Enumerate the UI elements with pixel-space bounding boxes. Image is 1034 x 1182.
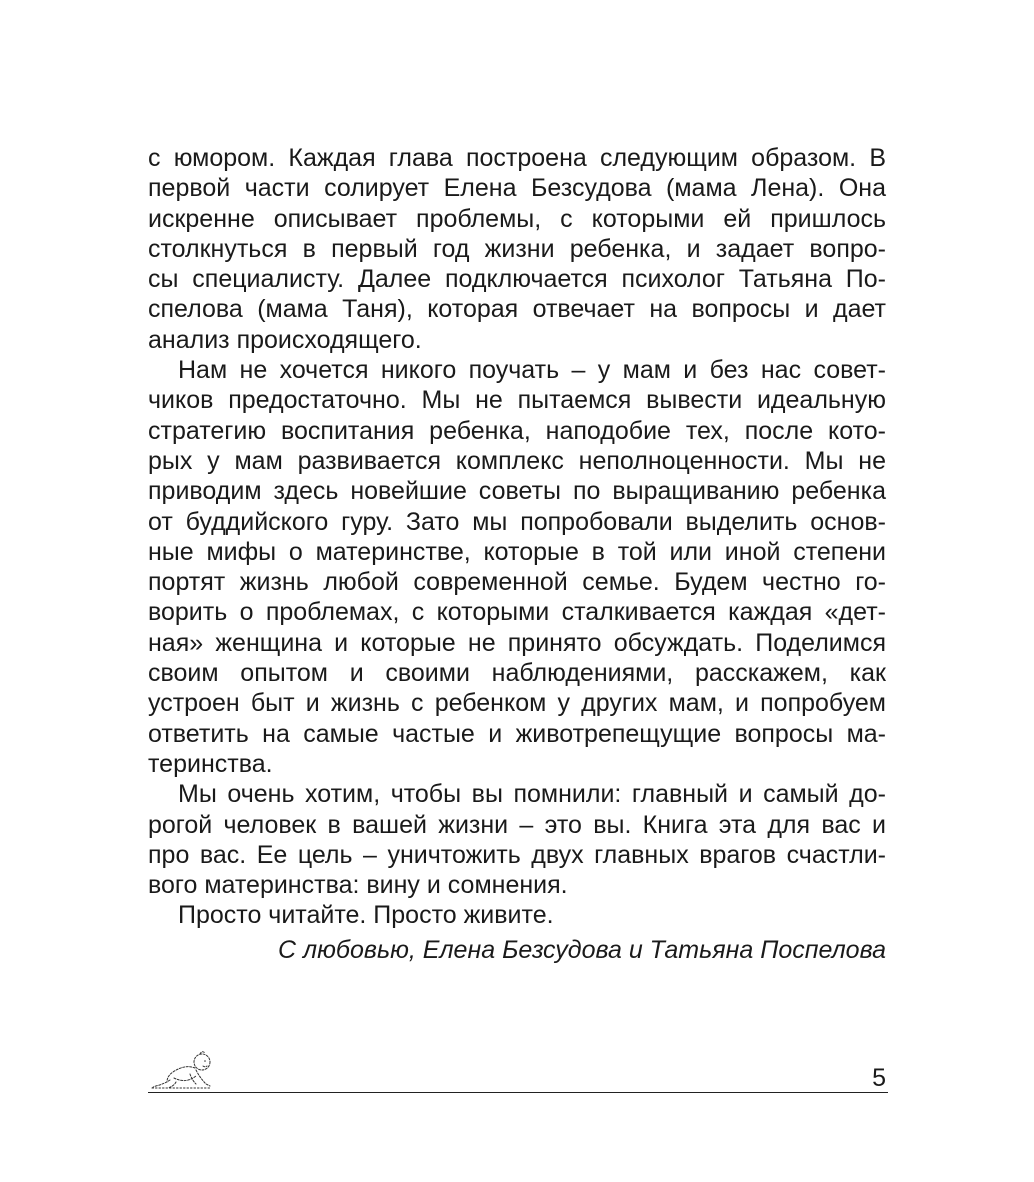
- text-line: теринства.: [148, 749, 273, 778]
- page-number: 5: [872, 1064, 886, 1092]
- footer-rule: [148, 1092, 888, 1093]
- body-text: [148, 143, 886, 931]
- text-line: портят жизнь любой современной семье. Будем честно го-: [148, 568, 886, 597]
- text-line: стратегию воспитания ребенка, наподобие тех, после кото-: [148, 416, 886, 445]
- signature: С любовью, Елена Безсудова и Татьяна Поспелова: [278, 936, 886, 964]
- text-line: приводим здесь новейшие советы по выращиванию ребенка: [148, 477, 886, 506]
- text-line: с юмором. Каждая глава построена следующим образом. В: [148, 144, 886, 172]
- text-line: чиков предостаточно. Мы не пытаемся вывести идеальную: [148, 386, 886, 415]
- text-line: столкнуться в первый год жизни ребенка, и задает вопро-: [148, 234, 886, 263]
- text-line: ные мифы о материнстве, которые в той или иной степени: [148, 537, 886, 566]
- text-line: спелова (мама Таня), которая отвечает на вопросы и дает: [148, 295, 886, 324]
- text-line: вого материнства: вину и сомнения.: [148, 871, 568, 900]
- text-line: ная» женщина и которые не принято обсуждать. Поделимся: [148, 628, 886, 657]
- text-line: ответить на самые частые и животрепещущие вопросы ма-: [148, 719, 886, 748]
- text-line: первой части солирует Елена Безсудова (мама Лена). Она: [148, 174, 886, 203]
- text-line: Просто читайте. Просто живите.: [178, 901, 554, 930]
- text-line: устроен быт и жизнь с ребенком у других мам, и попробуем: [148, 689, 886, 718]
- text-line: ворить о проблемах, с которыми сталкивается каждая «дет-: [148, 598, 886, 627]
- crawling-baby-icon: [150, 1048, 220, 1092]
- text-line: своим опытом и своими наблюдениями, расскажем, как: [148, 659, 886, 688]
- text-line: анализ происходящего.: [148, 325, 422, 354]
- text-line: рогой человек в вашей жизни – это вы. Книга эта для вас и: [148, 810, 886, 839]
- text-line: Нам не хочется никого поучать – у мам и без нас совет-: [178, 356, 886, 385]
- text-line: искренне описывает проблемы, с которыми ей пришлось: [148, 204, 886, 233]
- text-line: про вас. Ее цель – уничтожить двух главных врагов счастли-: [148, 840, 886, 869]
- text-line: рых у мам развивается комплекс неполноценности. Мы не: [148, 446, 886, 475]
- text-line: Мы очень хотим, чтобы вы помнили: главный и самый до-: [178, 780, 886, 809]
- text-line: сы специалисту. Далее подключается психолог Татьяна По-: [148, 265, 886, 294]
- text-line: от буддийского гуру. Зато мы попробовали выделить основ-: [148, 507, 886, 536]
